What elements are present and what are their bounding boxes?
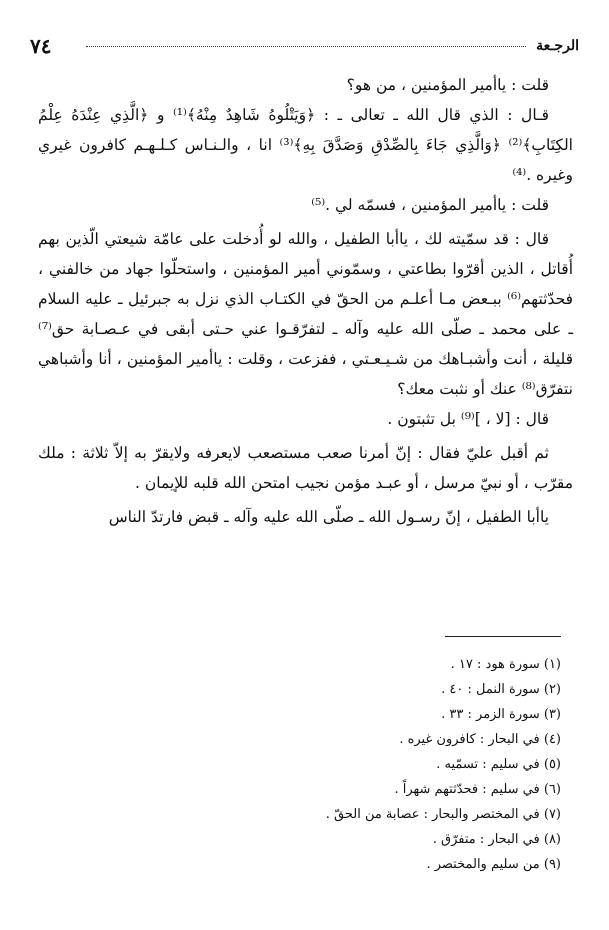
footnote-item: (٥) في سليم : تسمّيه . <box>436 757 561 772</box>
footnote-item: (٨) في البحار : متفرّق . <box>432 832 561 847</box>
paragraph-5: قال : [لا ، ]⁽⁹⁾ بل تثبتون . <box>387 410 549 428</box>
footnote-item: (٩) من سليم والمختصر . <box>426 857 561 872</box>
running-title: الرجـعة <box>536 38 579 54</box>
paragraph-7: ياأبا الطفيل ، إنّ رسـول الله ـ صلّى الله عليه وآله ـ قبض فارتدّ الناس <box>108 508 549 526</box>
footnote-item: (٧) في المختصر والبحار : عصابة من الحقّ . <box>325 807 561 822</box>
footnote-separator <box>445 636 561 637</box>
paragraph-4: قال : قد سمّيته لك ، ياأبا الطفيل ، والله لو أُدخلت على عامّة شيعتي الّذين بهم أُقاتل ، الذين أقرّوا بطاعتي ، وسمّوني أمير المؤمنين ، واستحلّوا جهاد من خالفني ، فحدّثتهم⁽⁶⁾ ببـعض مـا أعلـم من الحقّ في الكتـاب الذي نزل به جبرئيل ـ عليه السلام ـ على محمد ـ صلّى الله عليه وآله ـ لتفرّقـوا عني حـتى أبقى في عـصـابة حق⁽⁷⁾ قليلة ، أنت وأشبـاهك من شـيـعـتي ، ففزعت ، وقلت : ياأمير المؤمنين ، أنا وأشباهي نتفرّق⁽⁸⁾ عنك أو نثبت معك؟ <box>38 230 573 398</box>
footnote-item: (١) سورة هود : ١٧ . <box>450 657 561 672</box>
page-header <box>30 34 579 58</box>
footnote-item: (٦) في سليم : فحدّثتهم شهراً . <box>394 782 561 797</box>
main-text <box>38 70 573 532</box>
paragraph-2: قـال : الذي قال الله ـ تعالى ـ : ﴿وَيَتْلُوهُ شَاهِدٌ مِنْهُ﴾⁽¹⁾ و ﴿الَّذِي عِنْدَهُ عِلْمُ الكِتَابِ﴾⁽²⁾ ﴿وَالَّذِي جَاءَ بِالصِّدْقِ وَصَدَّقَ بِهِ﴾⁽³⁾ انا ، والـنـاس كـلـهـم كافرون غيري وغيره .⁽⁴⁾ <box>38 106 573 184</box>
page-number: ٧٤ <box>30 34 52 58</box>
footnote-item: (٤) في البحار : كافرون غيره . <box>399 732 561 747</box>
paragraph-1: قلت : ياأمير المؤمنين ، من هو؟ <box>346 76 549 94</box>
footnotes <box>40 652 561 877</box>
paragraph-3: قلت : ياأمير المؤمنين ، فسمّه لي .⁽⁵⁾ <box>311 196 549 214</box>
paragraph-6: ثم أقبل عليّ فقال : إنّ أمرنا صعب مستصعب لايعرفه ولايقرّ به إلاّ ثلاثة : ملك مقرّب ، أو نبيّ مرسل ، أو عبـد مؤمن نجيب امتحن الله قلبه للإيمان . <box>38 444 573 492</box>
footnote-item: (٢) سورة النمل : ٤٠ . <box>441 682 561 697</box>
header-dotted-rule <box>86 46 526 47</box>
footnote-item: (٣) سورة الزمر : ٣٣ . <box>441 707 561 722</box>
